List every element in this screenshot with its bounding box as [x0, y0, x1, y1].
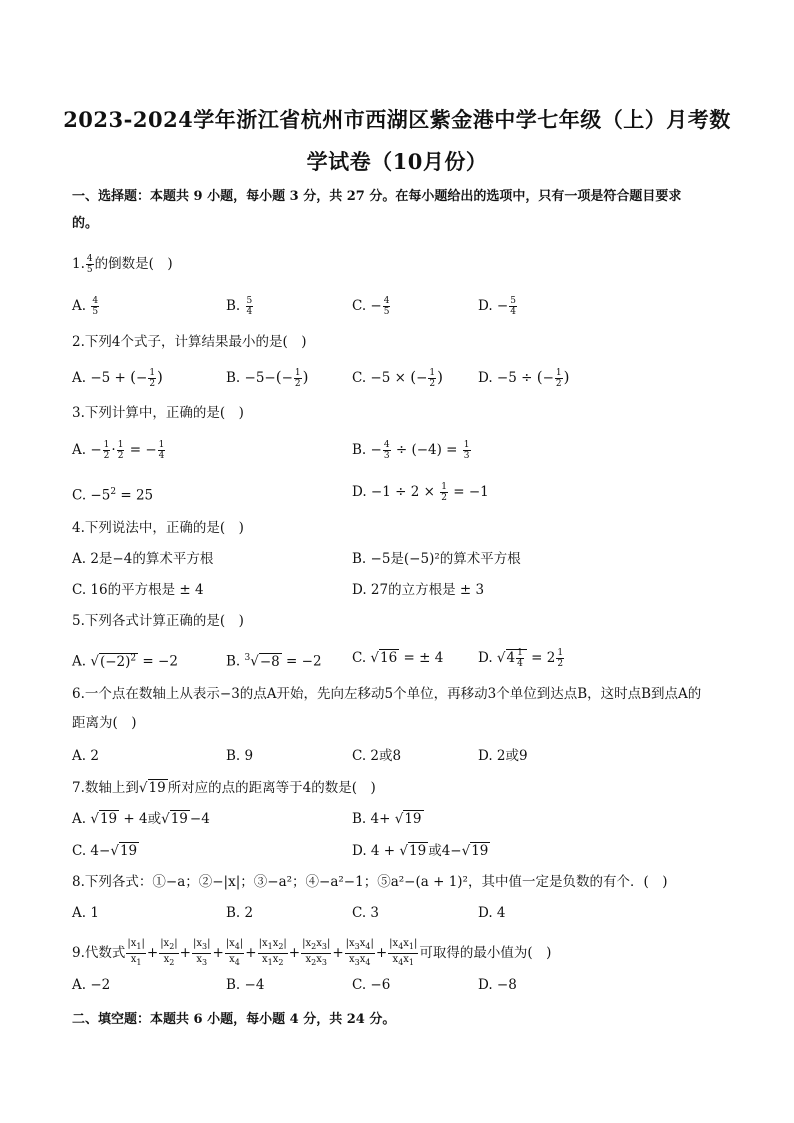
- q1-option-c[interactable]: C. − $\frac{4}{5}$: [352, 296, 390, 317]
- section-1-line-1: 一、选择题：本题共 9 小题，每小题 3 分，共 27 分。在每小题给出的选项中，只有一项是符合题目要求: [72, 189, 682, 204]
- q8-option-b[interactable]: B. 2: [226, 905, 254, 921]
- q4-option-b[interactable]: B. −5是(−5)²的算术平方根: [352, 551, 521, 567]
- section-1-line-2: 的。: [72, 216, 99, 231]
- question-6-line-2: 距离为( ): [72, 715, 137, 731]
- q1-option-b[interactable]: B. $\frac{5}{4}$: [226, 296, 253, 317]
- question-3-stem: 3.下列计算中，正确的是( ): [72, 405, 244, 421]
- question-5-stem: 5.下列各式计算正确的是( ): [72, 613, 244, 629]
- q6-option-a[interactable]: A. 2: [72, 748, 99, 764]
- q4-option-c[interactable]: C. 16的平方根是 ± 4: [72, 582, 204, 598]
- q7-option-b[interactable]: B. 4+ √19: [352, 811, 422, 827]
- question-number: 1.: [72, 256, 85, 272]
- section-1-heading: [72, 183, 732, 237]
- page-title-line-2: 学试卷（10月份）: [306, 149, 488, 174]
- q5-option-b[interactable]: B. $^3$√−8 = −2: [226, 653, 322, 670]
- q5-option-a[interactable]: A. $√(-2)^2 = -2$: [72, 653, 178, 670]
- q8-option-a[interactable]: A. 1: [72, 905, 99, 921]
- question-1-stem: [72, 252, 732, 276]
- section-2-heading: 二、填空题：本题共 6 小题，每小题 4 分，共 24 分。: [72, 1012, 396, 1027]
- q2-option-b[interactable]: B. −5−(− $\frac{1}{2}$ ): [226, 368, 309, 389]
- q6-option-d[interactable]: D. 2或9: [478, 748, 528, 764]
- q7-option-d[interactable]: D. 4 + √19 或4−√19: [352, 843, 489, 859]
- question-8-stem: 8.下列各式：①−a；②−|x|；③−a²；④−a²−1；⑤a²−(a + 1)²，其中值一定是负数的有个．( ): [72, 874, 668, 890]
- q6-option-c[interactable]: C. 2或8: [352, 748, 402, 764]
- question-7-stem: 7.数轴上到√19 所对应的点的距离等于4的数是( ): [72, 780, 376, 796]
- q2-option-c[interactable]: C. −5 × (− $\frac{1}{2}$ ): [352, 368, 443, 389]
- q1-option-a[interactable]: A. $\frac{4}{5}$: [72, 296, 99, 317]
- q8-option-d[interactable]: D. 4: [478, 905, 506, 921]
- q7-option-a[interactable]: A. √19 + 4或√19 −4: [72, 811, 210, 827]
- q3-option-d[interactable]: D. −1 ÷ 2 × $\frac{1}{2}$ = −1: [352, 482, 489, 503]
- q2-option-d[interactable]: D. −5 ÷ (− $\frac{1}{2}$ ): [478, 368, 570, 389]
- q1-option-d[interactable]: D. − $\frac{5}{4}$: [478, 296, 516, 317]
- q8-option-c[interactable]: C. 3: [352, 905, 380, 921]
- q6-option-b[interactable]: B. 9: [226, 748, 254, 764]
- question-text: 的倒数是( ): [94, 256, 173, 272]
- q4-option-a[interactable]: A. 2是−4的算术平方根: [72, 551, 214, 567]
- q9-option-d[interactable]: D. −8: [478, 977, 517, 993]
- question-6-line-1: 6.一个点在数轴上从表示−3的点A开始，先向左移动5个单位，再移动3个单位到达点B，这时点B到点A的: [72, 686, 702, 702]
- q3-option-a[interactable]: A. − $\frac{1}{2}$ · $\frac{1}{2}$ = − $\frac{1}{4}$: [72, 440, 165, 461]
- question-6-stem: [72, 682, 732, 706]
- q3-option-b[interactable]: B. − $\frac{4}{3}$ ÷ (−4) = $\frac{1}{3}$: [352, 440, 470, 461]
- q7-option-c[interactable]: C. 4−√19: [72, 843, 138, 859]
- page-title-line-1: 2023-2024学年浙江省杭州市西湖区紫金港中学七年级（上）月考数: [63, 107, 731, 132]
- q3-option-c[interactable]: C. $-5^2 = 25$: [72, 487, 154, 504]
- fraction: $\frac{4}{5}$: [86, 254, 93, 275]
- question-9-stem: 9.代数式 $\frac{|x_1|}{x_1}$ + $\frac{|x_2|}{x_2}$ + $\frac{|x_3|}{x_3}$ + $\frac{|x_4|}{x_4}$ + $\frac{|x_1x_2|}{x_1x_2}$ + $\frac{|x_2x_3|}{x_2x_3}$ + $\frac{|x_3x_4|}{x_3x_4}$ + $\frac{|x_4x_1|}{x_4x_1}$ 可取得的最小值为( ): [72, 938, 552, 967]
- question-2-stem: 2.下列4个式子，计算结果最小的是( ): [72, 334, 307, 350]
- q5-option-c[interactable]: C. √16 = ± 4: [352, 650, 444, 666]
- q4-option-d[interactable]: D. 27的立方根是 ± 3: [352, 582, 485, 598]
- q9-option-a[interactable]: A. −2: [72, 977, 111, 993]
- q5-option-d[interactable]: D. √4 $\frac{1}{4}$ = 2 $\frac{1}{2}$: [478, 648, 564, 669]
- q2-option-a[interactable]: A. −5 + (− $\frac{1}{2}$ ): [72, 368, 163, 389]
- q9-option-b[interactable]: B. −4: [226, 977, 265, 993]
- q9-option-c[interactable]: C. −6: [352, 977, 391, 993]
- question-4-stem: 4.下列说法中，正确的是( ): [72, 520, 244, 536]
